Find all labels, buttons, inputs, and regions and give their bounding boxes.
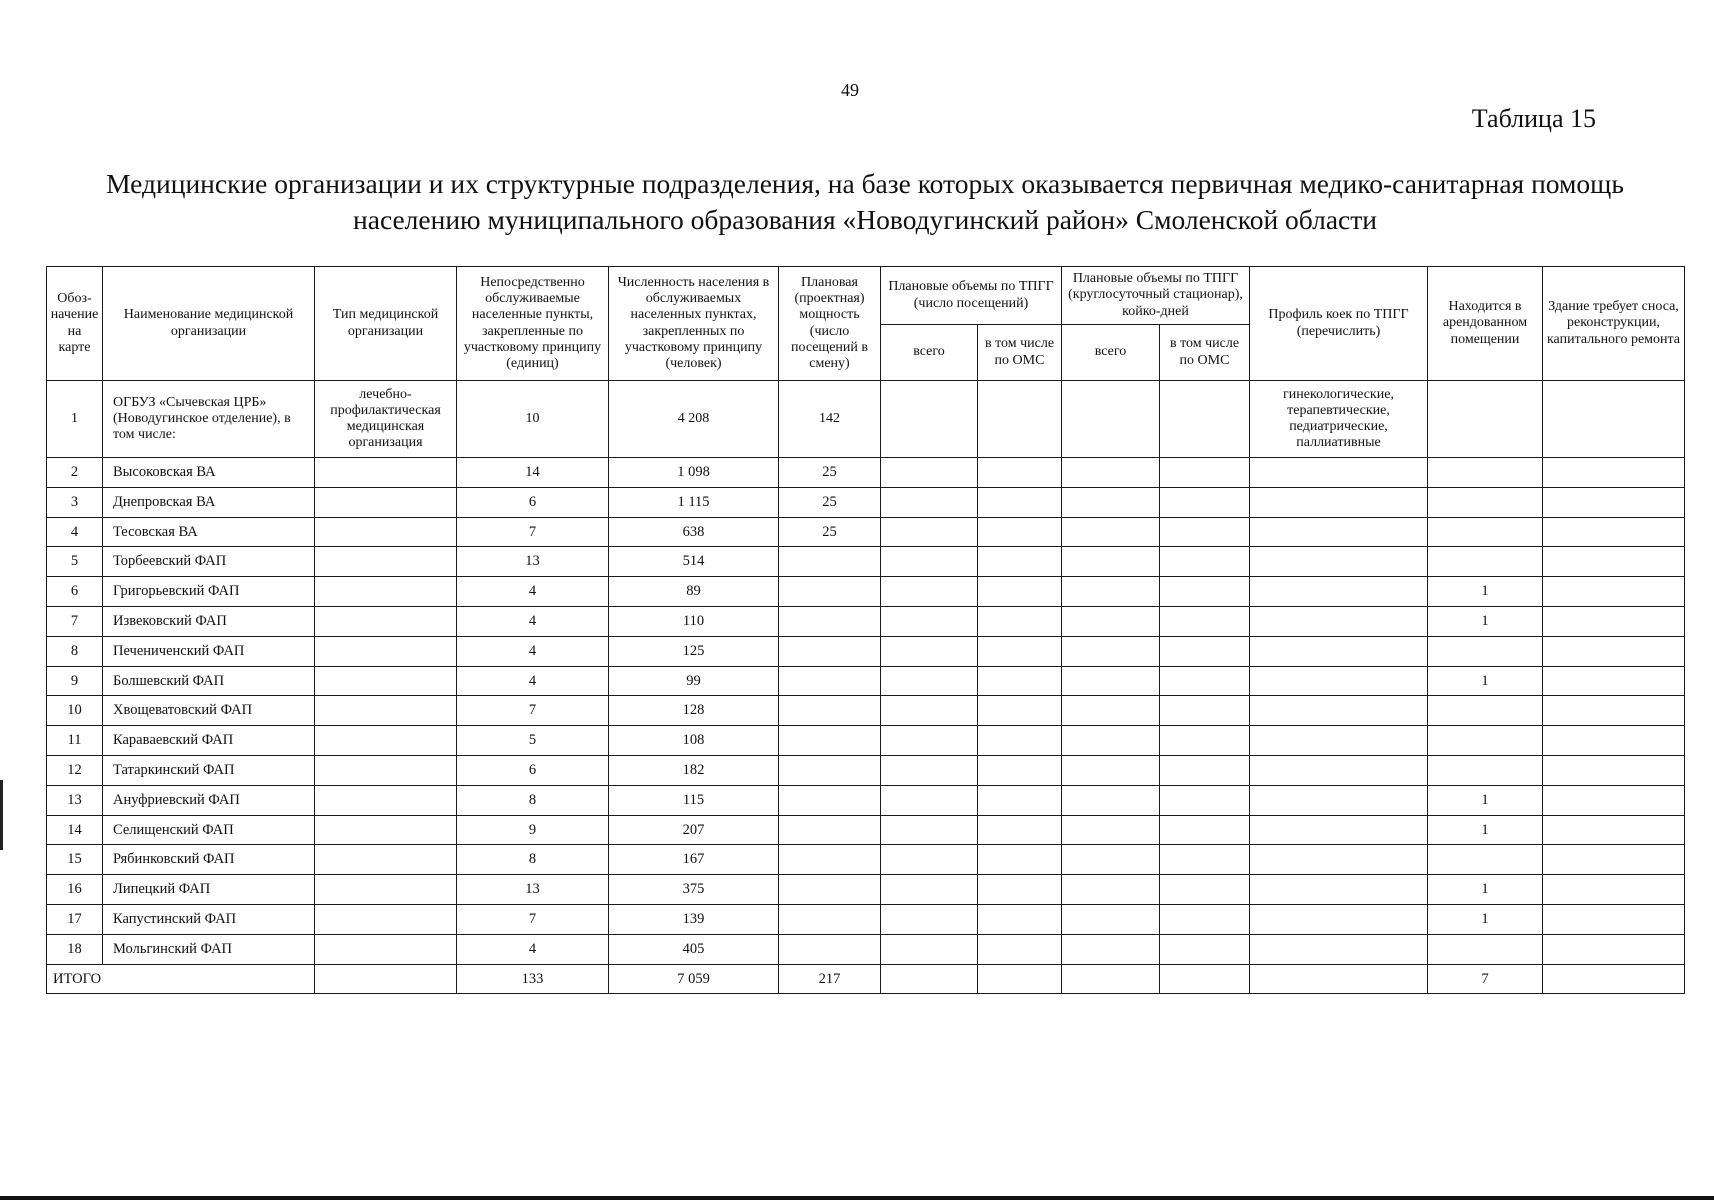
cell-bed-profile bbox=[1250, 517, 1428, 547]
cell-settlements: 7 bbox=[457, 517, 609, 547]
table-row bbox=[47, 487, 1685, 517]
cell-visits-total bbox=[881, 726, 978, 756]
cell-visits-oms bbox=[978, 577, 1062, 607]
table-row bbox=[47, 606, 1685, 636]
cell-demolition bbox=[1543, 785, 1685, 815]
cell-visits-total bbox=[881, 845, 978, 875]
cell-type bbox=[315, 458, 457, 488]
total-profile bbox=[1250, 964, 1428, 994]
cell-beds-total bbox=[1062, 755, 1160, 785]
cell-type bbox=[315, 726, 457, 756]
table-header bbox=[47, 267, 1685, 381]
cell-bed-profile bbox=[1250, 934, 1428, 964]
cell-beds-oms bbox=[1160, 785, 1250, 815]
cell-population: 375 bbox=[609, 875, 779, 905]
cell-rented bbox=[1428, 458, 1543, 488]
cell-type bbox=[315, 755, 457, 785]
cell-demolition bbox=[1543, 487, 1685, 517]
cell-beds-total bbox=[1062, 458, 1160, 488]
cell-beds-oms bbox=[1160, 815, 1250, 845]
cell-name: Печениченский ФАП bbox=[103, 636, 315, 666]
cell-settlements: 4 bbox=[457, 666, 609, 696]
cell-number: 10 bbox=[47, 696, 103, 726]
total-demolition bbox=[1543, 964, 1685, 994]
cell-population: 99 bbox=[609, 666, 779, 696]
header-designation: Обоз-начение на карте bbox=[47, 267, 103, 381]
cell-beds-oms bbox=[1160, 381, 1250, 458]
cell-settlements: 14 bbox=[457, 458, 609, 488]
cell-population: 167 bbox=[609, 845, 779, 875]
cell-rented bbox=[1428, 517, 1543, 547]
cell-rented bbox=[1428, 381, 1543, 458]
cell-name: Тесовская ВА bbox=[103, 517, 315, 547]
cell-visits-total bbox=[881, 934, 978, 964]
cell-population: 1 098 bbox=[609, 458, 779, 488]
cell-beds-oms bbox=[1160, 547, 1250, 577]
cell-visits-oms bbox=[978, 785, 1062, 815]
table-label: Таблица 15 bbox=[1471, 104, 1596, 133]
header-capacity: Плановая (проектная) мощность (число посещений в смену) bbox=[779, 267, 881, 381]
total-population: 7 059 bbox=[609, 964, 779, 994]
cell-bed-profile bbox=[1250, 785, 1428, 815]
cell-beds-total bbox=[1062, 636, 1160, 666]
cell-beds-total bbox=[1062, 487, 1160, 517]
cell-number: 12 bbox=[47, 755, 103, 785]
table-row bbox=[47, 904, 1685, 934]
cell-demolition bbox=[1543, 381, 1685, 458]
total-visits-oms bbox=[978, 964, 1062, 994]
total-capacity: 217 bbox=[779, 964, 881, 994]
table-row bbox=[47, 696, 1685, 726]
cell-settlements: 13 bbox=[457, 547, 609, 577]
cell-bed-profile bbox=[1250, 606, 1428, 636]
table-row bbox=[47, 666, 1685, 696]
total-beds-oms bbox=[1160, 964, 1250, 994]
cell-rented bbox=[1428, 845, 1543, 875]
cell-name: Болшевский ФАП bbox=[103, 666, 315, 696]
cell-beds-total bbox=[1062, 381, 1160, 458]
cell-bed-profile bbox=[1250, 726, 1428, 756]
cell-number: 13 bbox=[47, 785, 103, 815]
cell-demolition bbox=[1543, 606, 1685, 636]
cell-demolition bbox=[1543, 458, 1685, 488]
cell-name: Каравaевский ФАП bbox=[103, 726, 315, 756]
cell-name: Извековский ФАП bbox=[103, 606, 315, 636]
cell-beds-total bbox=[1062, 934, 1160, 964]
title-line-1: Медицинские организации и их структурные подразделения, на базе которых оказывается первичная медико-санитарная помощь bbox=[106, 168, 1624, 199]
cell-rented bbox=[1428, 696, 1543, 726]
table-row bbox=[47, 875, 1685, 905]
header-population: Численность населения в обслуживаемых населенных пунктах, закрепленных по участковому принципу (человек) bbox=[609, 267, 779, 381]
cell-demolition bbox=[1543, 845, 1685, 875]
cell-population: 207 bbox=[609, 815, 779, 845]
cell-type: лечебно-профилактическая медицинская организация bbox=[315, 381, 457, 458]
cell-visits-oms bbox=[978, 606, 1062, 636]
cell-visits-oms bbox=[978, 845, 1062, 875]
cell-type bbox=[315, 636, 457, 666]
cell-beds-total bbox=[1062, 606, 1160, 636]
cell-demolition bbox=[1543, 547, 1685, 577]
cell-bed-profile bbox=[1250, 666, 1428, 696]
cell-name: Капустинский ФАП bbox=[103, 904, 315, 934]
cell-visits-oms bbox=[978, 636, 1062, 666]
table-row bbox=[47, 381, 1685, 458]
cell-bed-profile bbox=[1250, 577, 1428, 607]
cell-rented: 1 bbox=[1428, 785, 1543, 815]
cell-beds-total bbox=[1062, 696, 1160, 726]
cell-visits-total bbox=[881, 636, 978, 666]
cell-visits-oms bbox=[978, 904, 1062, 934]
cell-visits-total bbox=[881, 875, 978, 905]
table-row bbox=[47, 726, 1685, 756]
cell-settlements: 6 bbox=[457, 755, 609, 785]
header-visits-oms: в том числе по ОМС bbox=[978, 325, 1062, 381]
cell-population: 115 bbox=[609, 785, 779, 815]
cell-settlements: 6 bbox=[457, 487, 609, 517]
cell-settlements: 7 bbox=[457, 696, 609, 726]
cell-beds-total bbox=[1062, 517, 1160, 547]
cell-visits-oms bbox=[978, 458, 1062, 488]
cell-name: Селищенский ФАП bbox=[103, 815, 315, 845]
cell-visits-total bbox=[881, 487, 978, 517]
cell-number: 5 bbox=[47, 547, 103, 577]
cell-visits-total bbox=[881, 785, 978, 815]
table-body bbox=[47, 381, 1685, 965]
cell-type bbox=[315, 815, 457, 845]
cell-rented: 1 bbox=[1428, 875, 1543, 905]
cell-demolition bbox=[1543, 875, 1685, 905]
cell-demolition bbox=[1543, 577, 1685, 607]
cell-capacity bbox=[779, 606, 881, 636]
cell-type bbox=[315, 547, 457, 577]
cell-capacity bbox=[779, 636, 881, 666]
cell-visits-oms bbox=[978, 381, 1062, 458]
cell-settlements: 4 bbox=[457, 606, 609, 636]
cell-number: 18 bbox=[47, 934, 103, 964]
total-row bbox=[47, 964, 1685, 994]
cell-settlements: 5 bbox=[457, 726, 609, 756]
cell-name: Липецкий ФАП bbox=[103, 875, 315, 905]
cell-beds-oms bbox=[1160, 696, 1250, 726]
cell-rented: 1 bbox=[1428, 904, 1543, 934]
cell-visits-total bbox=[881, 696, 978, 726]
cell-type bbox=[315, 517, 457, 547]
cell-visits-oms bbox=[978, 755, 1062, 785]
cell-type bbox=[315, 696, 457, 726]
table-row bbox=[47, 547, 1685, 577]
cell-beds-oms bbox=[1160, 606, 1250, 636]
cell-population: 638 bbox=[609, 517, 779, 547]
cell-visits-total bbox=[881, 815, 978, 845]
cell-visits-oms bbox=[978, 934, 1062, 964]
scan-edge-mark bbox=[0, 780, 3, 850]
cell-settlements: 7 bbox=[457, 904, 609, 934]
cell-visits-total bbox=[881, 547, 978, 577]
cell-name: Высоковская ВА bbox=[103, 458, 315, 488]
cell-capacity bbox=[779, 726, 881, 756]
cell-settlements: 4 bbox=[457, 577, 609, 607]
cell-number: 4 bbox=[47, 517, 103, 547]
header-beds-group: Плановые объемы по ТПГГ (круглосуточный стационар), койко-дней bbox=[1062, 267, 1250, 325]
cell-beds-total bbox=[1062, 875, 1160, 905]
cell-visits-oms bbox=[978, 666, 1062, 696]
cell-population: 125 bbox=[609, 636, 779, 666]
table-row bbox=[47, 577, 1685, 607]
cell-demolition bbox=[1543, 934, 1685, 964]
cell-beds-oms bbox=[1160, 755, 1250, 785]
cell-demolition bbox=[1543, 517, 1685, 547]
cell-bed-profile bbox=[1250, 875, 1428, 905]
cell-capacity: 25 bbox=[779, 487, 881, 517]
cell-beds-total bbox=[1062, 904, 1160, 934]
cell-capacity bbox=[779, 547, 881, 577]
cell-type bbox=[315, 606, 457, 636]
cell-visits-total bbox=[881, 517, 978, 547]
cell-visits-oms bbox=[978, 726, 1062, 756]
cell-beds-total bbox=[1062, 785, 1160, 815]
cell-capacity bbox=[779, 815, 881, 845]
cell-number: 3 bbox=[47, 487, 103, 517]
cell-beds-oms bbox=[1160, 517, 1250, 547]
cell-visits-oms bbox=[978, 547, 1062, 577]
cell-capacity bbox=[779, 696, 881, 726]
cell-beds-oms bbox=[1160, 458, 1250, 488]
cell-rented bbox=[1428, 636, 1543, 666]
cell-bed-profile bbox=[1250, 815, 1428, 845]
cell-capacity bbox=[779, 904, 881, 934]
cell-beds-oms bbox=[1160, 875, 1250, 905]
total-type-cell bbox=[315, 964, 457, 994]
cell-settlements: 13 bbox=[457, 875, 609, 905]
cell-beds-oms bbox=[1160, 487, 1250, 517]
table-row bbox=[47, 815, 1685, 845]
cell-type bbox=[315, 845, 457, 875]
header-bed-profile: Профиль коек по ТПГГ (перечислить) bbox=[1250, 267, 1428, 381]
cell-visits-total bbox=[881, 381, 978, 458]
cell-number: 7 bbox=[47, 606, 103, 636]
cell-bed-profile bbox=[1250, 636, 1428, 666]
cell-beds-oms bbox=[1160, 845, 1250, 875]
cell-settlements: 10 bbox=[457, 381, 609, 458]
cell-number: 8 bbox=[47, 636, 103, 666]
cell-population: 182 bbox=[609, 755, 779, 785]
table-row bbox=[47, 934, 1685, 964]
total-label: ИТОГО bbox=[47, 964, 315, 994]
cell-capacity bbox=[779, 577, 881, 607]
cell-bed-profile bbox=[1250, 845, 1428, 875]
header-beds-oms: в том числе по ОМС bbox=[1160, 325, 1250, 381]
document-title bbox=[40, 166, 1690, 238]
cell-beds-total bbox=[1062, 726, 1160, 756]
cell-type bbox=[315, 934, 457, 964]
header-beds-total: всего bbox=[1062, 325, 1160, 381]
cell-beds-total bbox=[1062, 547, 1160, 577]
cell-number: 14 bbox=[47, 815, 103, 845]
cell-population: 1 115 bbox=[609, 487, 779, 517]
cell-population: 514 bbox=[609, 547, 779, 577]
table-row bbox=[47, 845, 1685, 875]
cell-settlements: 8 bbox=[457, 785, 609, 815]
cell-capacity bbox=[779, 875, 881, 905]
cell-name: Хвощеватовский ФАП bbox=[103, 696, 315, 726]
cell-name: Днепровская ВА bbox=[103, 487, 315, 517]
header-rented: Находится в арендованном помещении bbox=[1428, 267, 1543, 381]
cell-visits-oms bbox=[978, 875, 1062, 905]
cell-bed-profile bbox=[1250, 755, 1428, 785]
cell-capacity: 25 bbox=[779, 458, 881, 488]
table-row bbox=[47, 636, 1685, 666]
cell-number: 16 bbox=[47, 875, 103, 905]
cell-capacity bbox=[779, 785, 881, 815]
cell-bed-profile bbox=[1250, 458, 1428, 488]
cell-beds-oms bbox=[1160, 904, 1250, 934]
page-number: 49 bbox=[841, 80, 859, 100]
cell-name: Ануфриевский ФАП bbox=[103, 785, 315, 815]
cell-beds-total bbox=[1062, 815, 1160, 845]
cell-rented bbox=[1428, 934, 1543, 964]
cell-rented bbox=[1428, 547, 1543, 577]
header-type: Тип медицинской организации bbox=[315, 267, 457, 381]
total-beds-total bbox=[1062, 964, 1160, 994]
table-row bbox=[47, 458, 1685, 488]
cell-population: 4 208 bbox=[609, 381, 779, 458]
cell-beds-oms bbox=[1160, 636, 1250, 666]
cell-rented: 1 bbox=[1428, 815, 1543, 845]
cell-bed-profile: гинекологические, терапевтические, педиатрические, паллиативные bbox=[1250, 381, 1428, 458]
cell-population: 89 bbox=[609, 577, 779, 607]
header-settlements: Непосредственно обслуживаемые населенные пункты, закрепленные по участковому принципу (единиц) bbox=[457, 267, 609, 381]
cell-rented bbox=[1428, 755, 1543, 785]
cell-beds-total bbox=[1062, 845, 1160, 875]
cell-settlements: 4 bbox=[457, 636, 609, 666]
cell-visits-total bbox=[881, 904, 978, 934]
cell-population: 405 bbox=[609, 934, 779, 964]
title-line-2: населению муниципального образования «Новодугинский район» Смоленской области bbox=[353, 204, 1377, 235]
cell-demolition bbox=[1543, 904, 1685, 934]
cell-rented bbox=[1428, 487, 1543, 517]
scan-bottom-edge bbox=[0, 1196, 1714, 1200]
cell-visits-total bbox=[881, 755, 978, 785]
cell-bed-profile bbox=[1250, 904, 1428, 934]
cell-name: Торбеевский ФАП bbox=[103, 547, 315, 577]
cell-number: 9 bbox=[47, 666, 103, 696]
cell-number: 11 bbox=[47, 726, 103, 756]
cell-beds-oms bbox=[1160, 577, 1250, 607]
cell-capacity bbox=[779, 934, 881, 964]
table-row bbox=[47, 785, 1685, 815]
cell-name: Григорьевский ФАП bbox=[103, 577, 315, 607]
cell-visits-oms bbox=[978, 487, 1062, 517]
cell-demolition bbox=[1543, 666, 1685, 696]
cell-name: ОГБУЗ «Сычевская ЦРБ» (Новодугинское отделение), в том числе: bbox=[103, 381, 315, 458]
cell-visits-oms bbox=[978, 517, 1062, 547]
cell-rented: 1 bbox=[1428, 606, 1543, 636]
cell-type bbox=[315, 577, 457, 607]
cell-visits-total bbox=[881, 577, 978, 607]
cell-number: 6 bbox=[47, 577, 103, 607]
cell-visits-oms bbox=[978, 815, 1062, 845]
cell-beds-oms bbox=[1160, 726, 1250, 756]
header-visits-total: всего bbox=[881, 325, 978, 381]
cell-demolition bbox=[1543, 815, 1685, 845]
cell-demolition bbox=[1543, 636, 1685, 666]
cell-settlements: 8 bbox=[457, 845, 609, 875]
cell-capacity bbox=[779, 755, 881, 785]
total-settlements: 133 bbox=[457, 964, 609, 994]
cell-settlements: 4 bbox=[457, 934, 609, 964]
cell-beds-oms bbox=[1160, 934, 1250, 964]
cell-capacity: 142 bbox=[779, 381, 881, 458]
cell-bed-profile bbox=[1250, 487, 1428, 517]
table-row bbox=[47, 755, 1685, 785]
cell-beds-oms bbox=[1160, 666, 1250, 696]
cell-name: Рябинковский ФАП bbox=[103, 845, 315, 875]
cell-population: 108 bbox=[609, 726, 779, 756]
cell-type bbox=[315, 904, 457, 934]
cell-type bbox=[315, 666, 457, 696]
cell-name: Мольгинский ФАП bbox=[103, 934, 315, 964]
cell-population: 139 bbox=[609, 904, 779, 934]
header-demolition: Здание требует сноса, реконструкции, капитального ремонта bbox=[1543, 267, 1685, 381]
cell-number: 17 bbox=[47, 904, 103, 934]
organizations-table bbox=[46, 266, 1685, 994]
cell-rented bbox=[1428, 726, 1543, 756]
cell-type bbox=[315, 487, 457, 517]
cell-visits-total bbox=[881, 666, 978, 696]
cell-demolition bbox=[1543, 726, 1685, 756]
cell-rented: 1 bbox=[1428, 666, 1543, 696]
cell-beds-total bbox=[1062, 666, 1160, 696]
cell-visits-total bbox=[881, 606, 978, 636]
cell-visits-oms bbox=[978, 696, 1062, 726]
cell-visits-total bbox=[881, 458, 978, 488]
cell-bed-profile bbox=[1250, 547, 1428, 577]
cell-number: 15 bbox=[47, 845, 103, 875]
total-rented: 7 bbox=[1428, 964, 1543, 994]
cell-number: 2 bbox=[47, 458, 103, 488]
header-name: Наименование медицинской организации bbox=[103, 267, 315, 381]
cell-capacity bbox=[779, 845, 881, 875]
cell-settlements: 9 bbox=[457, 815, 609, 845]
cell-capacity bbox=[779, 666, 881, 696]
cell-beds-total bbox=[1062, 577, 1160, 607]
cell-demolition bbox=[1543, 755, 1685, 785]
cell-population: 110 bbox=[609, 606, 779, 636]
cell-capacity: 25 bbox=[779, 517, 881, 547]
header-visits-group: Плановые объемы по ТПГГ (число посещений) bbox=[881, 267, 1062, 325]
cell-bed-profile bbox=[1250, 696, 1428, 726]
total-visits-total bbox=[881, 964, 978, 994]
cell-type bbox=[315, 875, 457, 905]
cell-demolition bbox=[1543, 696, 1685, 726]
cell-type bbox=[315, 785, 457, 815]
cell-name: Татаркинский ФАП bbox=[103, 755, 315, 785]
cell-population: 128 bbox=[609, 696, 779, 726]
cell-rented: 1 bbox=[1428, 577, 1543, 607]
table-row bbox=[47, 517, 1685, 547]
cell-number: 1 bbox=[47, 381, 103, 458]
